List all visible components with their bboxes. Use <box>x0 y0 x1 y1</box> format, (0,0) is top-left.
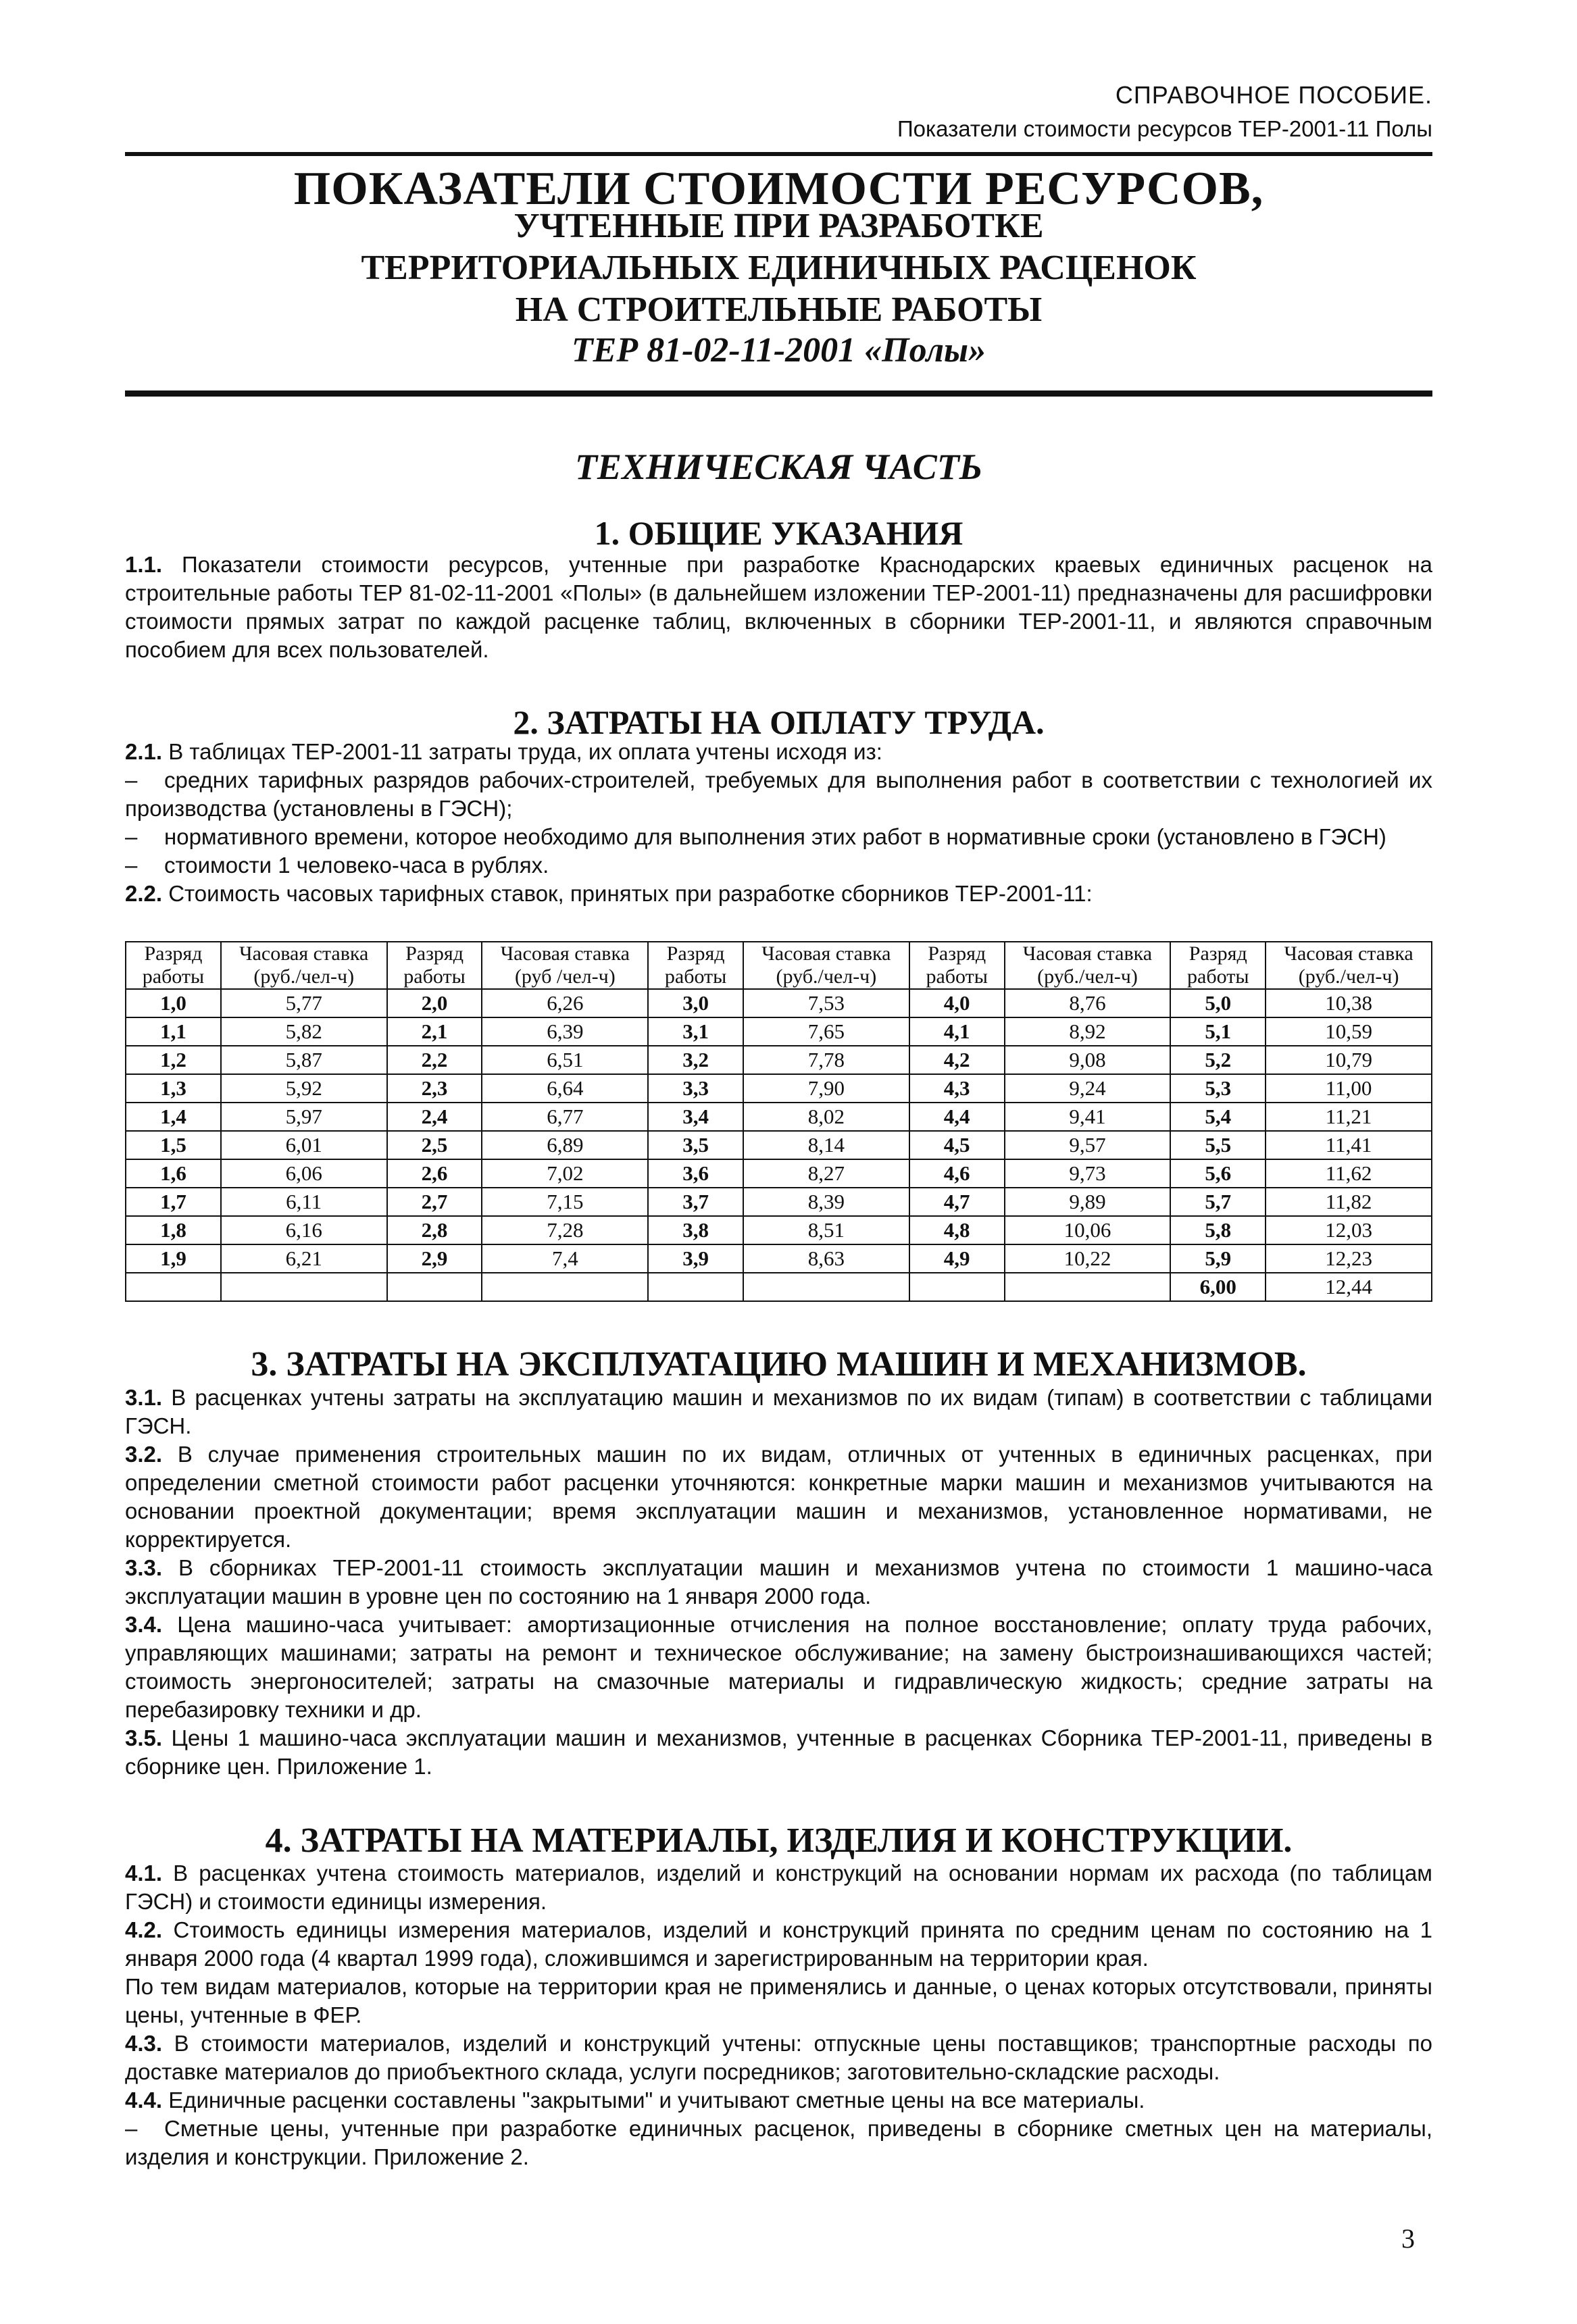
rate-cell: 10,06 <box>1005 1216 1171 1244</box>
grade-cell <box>909 1273 1005 1301</box>
paragraph-number: 1.1. <box>125 552 163 577</box>
paragraph-number: 4.3. <box>125 2031 163 2056</box>
grade-cell: 4,0 <box>909 989 1005 1017</box>
rate-cell: 12,44 <box>1266 1273 1432 1301</box>
column-header-grade <box>126 942 221 989</box>
paragraph-3-1 <box>125 1384 1432 1440</box>
section-3-body <box>125 1384 1432 1781</box>
grade-cell: 5,2 <box>1170 1046 1266 1074</box>
grade-cell: 2,4 <box>387 1103 482 1131</box>
table-row <box>126 1273 1432 1301</box>
rate-cell: 11,62 <box>1266 1159 1432 1188</box>
grade-cell: 1,2 <box>126 1046 221 1074</box>
grade-cell: 3,2 <box>648 1046 743 1074</box>
grade-cell: 4,9 <box>909 1244 1005 1273</box>
rate-cell: 7,78 <box>743 1046 909 1074</box>
paragraph-text: Показатели стоимости ресурсов, учтенные при разработке Краснодарских краевых единичных расценок на строительные работы ТЕР 81-02-11-2001 «Полы» (в дальнейшем изложении ТЕР-2001-11) предназначены для расшифровки стоимости прямых затрат по каждой расценке таблиц, включенных в сборники ТЕР-2001-11, и являются справочным пособием для всех пользователей. <box>125 552 1432 662</box>
table-header-row <box>126 942 1432 989</box>
column-header-rate <box>221 942 387 989</box>
paragraph-3-4 <box>125 1611 1432 1724</box>
header-rule <box>125 152 1432 156</box>
grade-cell: 1,6 <box>126 1159 221 1188</box>
heading-labor: 2. ЗАТРАТЫ НА ОПЛАТУ ТРУДА. <box>513 703 1045 741</box>
paragraph-4-4 <box>125 2086 1432 2115</box>
rate-cell: 9,24 <box>1005 1074 1171 1103</box>
rate-cell: 11,21 <box>1266 1103 1432 1131</box>
rate-cell <box>221 1273 387 1301</box>
paragraph-3-2 <box>125 1440 1432 1554</box>
table-row <box>126 1074 1432 1103</box>
rate-cell: 6,16 <box>221 1216 387 1244</box>
running-header-title: СПРАВОЧНОЕ ПОСОБИЕ. <box>1115 81 1432 109</box>
hourly-rates-table <box>125 941 1432 1302</box>
table-row <box>126 1103 1432 1131</box>
rate-cell: 11,41 <box>1266 1131 1432 1159</box>
rate-cell: 11,82 <box>1266 1188 1432 1216</box>
header-text: работы <box>403 965 466 988</box>
header-text: Разряд <box>144 942 203 965</box>
grade-cell: 4,1 <box>909 1017 1005 1046</box>
rate-cell: 6,06 <box>221 1159 387 1188</box>
paragraph-4-1 <box>125 1859 1432 1916</box>
rate-cell: 8,39 <box>743 1188 909 1216</box>
table-row <box>126 989 1432 1017</box>
title-rule <box>125 390 1432 397</box>
grade-cell: 2,3 <box>387 1074 482 1103</box>
section-1-body <box>125 551 1432 664</box>
rate-cell: 7,28 <box>482 1216 648 1244</box>
grade-cell: 5,6 <box>1170 1159 1266 1188</box>
grade-cell: 4,4 <box>909 1103 1005 1131</box>
table-row <box>126 1017 1432 1046</box>
column-header-rate <box>1005 942 1171 989</box>
grade-cell: 4,5 <box>909 1131 1005 1159</box>
grade-cell: 3,4 <box>648 1103 743 1131</box>
grade-cell: 5,8 <box>1170 1216 1266 1244</box>
bullet-text: Сметные цены, учтенные при разработке единичных расценок, приведены в сборнике сметных цен на материалы, изделия и конструкции. Приложение 2. <box>125 2116 1432 2169</box>
rate-cell: 12,03 <box>1266 1216 1432 1244</box>
grade-cell: 1,0 <box>126 989 221 1017</box>
header-text: работы <box>1187 965 1249 988</box>
grade-cell: 5,4 <box>1170 1103 1266 1131</box>
grade-cell: 5,7 <box>1170 1188 1266 1216</box>
paragraph-number: 3.3. <box>125 1555 163 1580</box>
paragraph-number: 4.2. <box>125 1917 163 1942</box>
rate-cell: 7,65 <box>743 1017 909 1046</box>
grade-cell: 3,7 <box>648 1188 743 1216</box>
section-4-body <box>125 1859 1432 2171</box>
header-text: работы <box>926 965 988 988</box>
rate-cell: 9,41 <box>1005 1103 1171 1131</box>
grade-cell: 2,8 <box>387 1216 482 1244</box>
rate-cell: 6,01 <box>221 1131 387 1159</box>
rate-cell: 5,92 <box>221 1074 387 1103</box>
grade-cell: 4,6 <box>909 1159 1005 1188</box>
bullet-item: – стоимости 1 человеко-часа в рублях. <box>125 853 549 878</box>
paragraph-number: 3.2. <box>125 1442 163 1467</box>
grade-cell <box>648 1273 743 1301</box>
column-header-grade <box>387 942 482 989</box>
rate-cell: 9,89 <box>1005 1188 1171 1216</box>
table-row <box>126 1244 1432 1273</box>
rate-cell: 8,51 <box>743 1216 909 1244</box>
header-text: Разряд <box>928 942 986 965</box>
rate-cell: 7,53 <box>743 989 909 1017</box>
grade-cell: 3,8 <box>648 1216 743 1244</box>
grade-cell: 3,9 <box>648 1244 743 1273</box>
bullet-item: – Сметные цены, учтенные при разработке единичных расценок, приведены в сборнике сметных цен на материалы, изделия и конструкции. Приложение 2. <box>125 2116 1432 2169</box>
grade-cell: 3,1 <box>648 1017 743 1046</box>
rate-cell: 6,26 <box>482 989 648 1017</box>
heading-materials: 4. ЗАТРАТЫ НА МАТЕРИАЛЫ, ИЗДЕЛИЯ И КОНСТРУКЦИИ. <box>265 1821 1293 1860</box>
page-number: 3 <box>1401 2223 1415 2254</box>
header-text: Часовая ставка <box>239 942 369 965</box>
heading-general: 1. ОБЩИЕ УКАЗАНИЯ <box>594 514 963 552</box>
paragraph-text: Стоимость единицы измерения материалов, изделий и конструкций принята по средним ценам по состоянию на 1 января 2000 года (4 квартал 1999 года), сложившимся и зарегистрированным на территории края. <box>125 1917 1433 1971</box>
column-header-grade <box>1170 942 1266 989</box>
column-header-rate <box>743 942 909 989</box>
rate-cell: 5,87 <box>221 1046 387 1074</box>
grade-cell: 1,4 <box>126 1103 221 1131</box>
rate-cell: 6,64 <box>482 1074 648 1103</box>
rate-cell: 9,73 <box>1005 1159 1171 1188</box>
rate-cell: 6,77 <box>482 1103 648 1131</box>
rate-cell: 8,76 <box>1005 989 1171 1017</box>
grade-cell: 2,0 <box>387 989 482 1017</box>
grade-cell: 3,3 <box>648 1074 743 1103</box>
grade-cell: 5,5 <box>1170 1131 1266 1159</box>
rate-cell: 6,11 <box>221 1188 387 1216</box>
rate-cell: 9,57 <box>1005 1131 1171 1159</box>
paragraph-text: В таблицах ТЕР-2001-11 затраты труда, их оплата учтены исходя из: <box>168 739 882 764</box>
paragraph-3-5 <box>125 1724 1432 1781</box>
rate-cell: 8,14 <box>743 1131 909 1159</box>
header-text: Разряд <box>1188 942 1247 965</box>
rate-cell <box>1005 1273 1171 1301</box>
grade-cell: 1,1 <box>126 1017 221 1046</box>
rate-cell: 5,77 <box>221 989 387 1017</box>
rate-cell: 10,38 <box>1266 989 1432 1017</box>
paragraph-number: 3.5. <box>125 1725 163 1750</box>
paragraph-text: В расценках учтены затраты на эксплуатацию машин и механизмов по их видам (типам) в соответствии с таблицами ГЭСН. <box>125 1385 1433 1438</box>
paragraph-text: Цена машино-часа учитывает: амортизационные отчисления на полное восстановление; оплату труда рабочих, управляющих машинами; затраты на ремонт и техническое обслуживание; на замену быстроизнашивающихся частей; стоимость энергоносителей; затраты на смазочные материалы и гидравлическую жидкость; средние затраты на перебазировку техники и др. <box>125 1612 1432 1722</box>
rate-cell: 7,02 <box>482 1159 648 1188</box>
rate-cell: 7,4 <box>482 1244 648 1273</box>
header-text: (руб./чел-ч) <box>253 965 355 988</box>
table-row <box>126 1216 1432 1244</box>
grade-cell: 6,00 <box>1170 1273 1266 1301</box>
table-row <box>126 1159 1432 1188</box>
rate-cell <box>743 1273 909 1301</box>
column-header-grade <box>648 942 743 989</box>
paragraph-text: В случае применения строительных машин по их видам, отличных от учтенных в единичных расценках, при определении сметной стоимости работ расценки уточняются: конкретные марки машин и механизмов учитываются на основании проектной документации; время эксплуатации машин и механизмов, установленное нормативами, не корректируется. <box>125 1442 1432 1552</box>
main-title-line-2: УЧТЕННЫЕ ПРИ РАЗРАБОТКЕ <box>514 207 1044 245</box>
paragraph-number: 2.2. <box>125 881 163 906</box>
grade-cell <box>387 1273 482 1301</box>
rate-cell: 6,21 <box>221 1244 387 1273</box>
rate-cell: 11,00 <box>1266 1074 1432 1103</box>
paragraph-text: В стоимости материалов, изделий и конструкций учтены: отпускные цены поставщиков; транспортные расходы по доставке материалов до приобъектного склада, услуги посредников; заготовительно-складские расходы. <box>125 2031 1432 2084</box>
paragraph-text: Единичные расценки составлены "закрытыми" и учитывают сметные цены на все материалы. <box>168 2088 1145 2113</box>
rate-cell: 7,90 <box>743 1074 909 1103</box>
header-text: (руб./чел-ч) <box>776 965 877 988</box>
grade-cell: 2,6 <box>387 1159 482 1188</box>
column-header-rate <box>482 942 648 989</box>
paragraph-text: В расценках учтена стоимость материалов, изделий и конструкций на основании нормам их расхода (по таблицам ГЭСН) и стоимости единицы измерения. <box>125 1861 1432 1914</box>
grade-cell: 1,8 <box>126 1216 221 1244</box>
rate-cell: 6,39 <box>482 1017 648 1046</box>
section-title: ТЕХНИЧЕСКАЯ ЧАСТЬ <box>574 447 983 487</box>
main-title-line-1: ПОКАЗАТЕЛИ СТОИМОСТИ РЕСУРСОВ, <box>293 163 1264 215</box>
paragraph-4-3 <box>125 2029 1432 2086</box>
grade-cell: 3,5 <box>648 1131 743 1159</box>
rate-cell: 12,23 <box>1266 1244 1432 1273</box>
paragraph-3-3 <box>125 1554 1432 1611</box>
paragraph-2-1 <box>125 738 1432 766</box>
bullet-text: средних тарифных разрядов рабочих-строителей, требуемых для выполнения работ в соответствии с технологией их производства (установлены в ГЭСН); <box>125 767 1432 821</box>
grade-cell: 4,8 <box>909 1216 1005 1244</box>
bullet-item: – средних тарифных разрядов рабочих-строителей, требуемых для выполнения работ в соответствии с технологией их производства (установлены в ГЭСН); <box>125 767 1432 821</box>
bullet-text: нормативного времени, которое необходимо для выполнения этих работ в нормативные сроки (установлено в ГЭСН) <box>164 824 1386 849</box>
header-text: (руб /чел-ч) <box>514 965 616 988</box>
paragraph-number: 2.1. <box>125 739 163 764</box>
grade-cell: 2,5 <box>387 1131 482 1159</box>
header-text: (руб./чел-ч) <box>1298 965 1399 988</box>
main-title-line-3: ТЕРРИТОРИАЛЬНЫХ ЕДИНИЧНЫХ РАСЦЕНОК <box>361 249 1197 287</box>
grade-cell: 1,9 <box>126 1244 221 1273</box>
rate-cell: 9,08 <box>1005 1046 1171 1074</box>
paragraph-number: 4.4. <box>125 2088 163 2113</box>
rate-cell <box>482 1273 648 1301</box>
grade-cell: 2,1 <box>387 1017 482 1046</box>
running-header-subtitle: Показатели стоимости ресурсов ТЕР-2001-11 Полы <box>897 116 1432 141</box>
main-title-line-4: НА СТРОИТЕЛЬНЫЕ РАБОТЫ <box>515 290 1043 329</box>
grade-cell: 3,0 <box>648 989 743 1017</box>
rate-cell: 6,51 <box>482 1046 648 1074</box>
rate-cell: 10,79 <box>1266 1046 1432 1074</box>
section-2-body <box>125 738 1432 908</box>
rate-cell: 10,59 <box>1266 1017 1432 1046</box>
table-row <box>126 1131 1432 1159</box>
header-text: Часовая ставка <box>1022 942 1153 965</box>
rate-cell: 8,63 <box>743 1244 909 1273</box>
paragraph-number: 3.4. <box>125 1612 163 1637</box>
paragraph-1-1 <box>125 551 1432 664</box>
paragraph-text: В сборниках ТЕР-2001-11 стоимость эксплуатации машин и механизмов учтена по стоимости 1 машино-часа эксплуатации машин в уровне цен по состоянию на 1 января 2000 года. <box>125 1555 1433 1609</box>
main-title-code: ТЕР 81-02-11-2001 «Полы» <box>571 331 986 370</box>
grade-cell: 1,3 <box>126 1074 221 1103</box>
grade-cell: 1,7 <box>126 1188 221 1216</box>
paragraph-4-2-continued: По тем видам материалов, которые на территории края не применялись и данные, о ценах которых отсутствовали, приняты цены, учтенные в ФЕР. <box>125 1974 1432 2027</box>
grade-cell: 2,7 <box>387 1188 482 1216</box>
table-row <box>126 1046 1432 1074</box>
header-text: работы <box>664 965 727 988</box>
column-header-grade <box>909 942 1005 989</box>
rate-cell: 8,02 <box>743 1103 909 1131</box>
header-text: Часовая ставка <box>1284 942 1413 965</box>
paragraph-text: Цены 1 машино-часа эксплуатации машин и механизмов, учтенные в расценках Сборника ТЕР-2001-11, приведены в сборнике цен. Приложение 1. <box>125 1725 1432 1779</box>
paragraph-number: 3.1. <box>125 1385 163 1410</box>
paragraph-number: 4.1. <box>125 1861 163 1886</box>
paragraph-text: Стоимость часовых тарифных ставок, принятых при разработке сборников ТЕР-2001-11: <box>168 881 1093 906</box>
header-text: работы <box>142 965 205 988</box>
grade-cell: 2,2 <box>387 1046 482 1074</box>
paragraph-4-2 <box>125 1916 1432 1973</box>
rate-cell: 8,27 <box>743 1159 909 1188</box>
grade-cell: 2,9 <box>387 1244 482 1273</box>
rate-cell: 8,92 <box>1005 1017 1171 1046</box>
grade-cell <box>126 1273 221 1301</box>
grade-cell: 4,3 <box>909 1074 1005 1103</box>
bullet-text: стоимости 1 человеко-часа в рублях. <box>164 853 549 878</box>
grade-cell: 3,6 <box>648 1159 743 1188</box>
grade-cell: 5,9 <box>1170 1244 1266 1273</box>
heading-machines: 3. ЗАТРАТЫ НА ЭКСПЛУАТАЦИЮ МАШИН И МЕХАНИЗМОВ. <box>251 1345 1307 1384</box>
rate-cell: 6,89 <box>482 1131 648 1159</box>
header-text: Разряд <box>405 942 464 965</box>
rate-cell: 10,22 <box>1005 1244 1171 1273</box>
paragraph-2-2 <box>125 880 1432 908</box>
grade-cell: 5,1 <box>1170 1017 1266 1046</box>
header-text: (руб./чел-ч) <box>1037 965 1138 988</box>
header-text: Часовая ставка <box>500 942 630 965</box>
grade-cell: 4,7 <box>909 1188 1005 1216</box>
grade-cell: 5,3 <box>1170 1074 1266 1103</box>
rate-cell: 5,82 <box>221 1017 387 1046</box>
header-text: Часовая ставка <box>761 942 891 965</box>
grade-cell: 1,5 <box>126 1131 221 1159</box>
grade-cell: 4,2 <box>909 1046 1005 1074</box>
rate-cell: 7,15 <box>482 1188 648 1216</box>
bullet-item: – нормативного времени, которое необходимо для выполнения этих работ в нормативные сроки (установлено в ГЭСН) <box>125 824 1386 849</box>
header-text: Разряд <box>666 942 725 965</box>
column-header-rate <box>1266 942 1432 989</box>
rate-cell: 5,97 <box>221 1103 387 1131</box>
grade-cell: 5,0 <box>1170 989 1266 1017</box>
table-row <box>126 1188 1432 1216</box>
